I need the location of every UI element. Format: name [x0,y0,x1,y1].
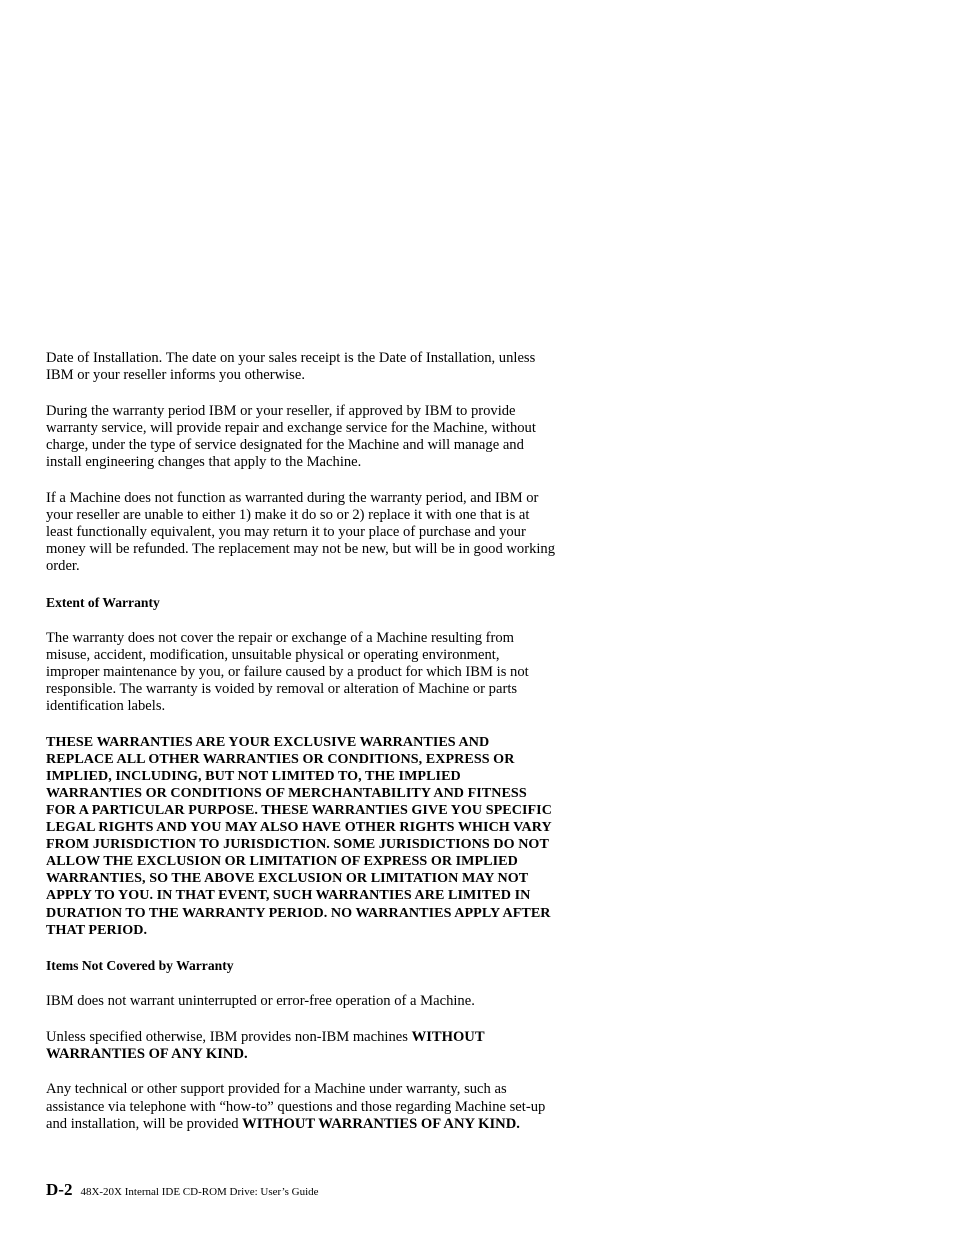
paragraph-refund: If a Machine does not function as warranted during the warranty period, and IBM or your reseller are unable to either 1) make it do so or 2) replace it with one that is at least functionally equivalent, you may return it to your place of purchase and your money will be refunded. The replacement may not be new, but will be in good working order. [46,489,556,575]
support-bold: WITHOUT WARRANTIES OF ANY KIND. [242,1115,520,1132]
support-text: Any technical or other support provided for a Machine under warranty, such as assistance via telephone with “how-to” questions and those regarding Machine set-up and installation, will be provided [46,1081,546,1132]
document-body [46,350,556,1151]
footer-title: 48X-20X Internal IDE CD-ROM Drive: User’s Guide [80,1186,319,1198]
paragraph-date-of-installation: Date of Installation. The date on your sales receipt is the Date of Installation, unless IBM or your reseller informs you otherwise. [46,350,536,384]
heading-extent-of-warranty: Extent of Warranty [46,594,160,610]
paragraph-warranty-exclusions: The warranty does not cover the repair or exchange of a Machine resulting from misuse, accident, modification, unsuitable physical or operating environment, improper maintenance by you, or failure caused by a product for which IBM is not responsible. The warranty is voided by removal or alteration of Machine or parts identification labels. [46,629,529,714]
non-ibm-bold: WITHOUT WARRANTIES OF ANY KIND. [46,1028,485,1062]
non-ibm-text: Unless specified otherwise, IBM provides non-IBM machines [46,1028,412,1045]
paragraph-non-ibm-machines [46,1029,556,1063]
paragraph-technical-support [46,1081,556,1132]
heading-items-not-covered: Items Not Covered by Warranty [46,958,234,974]
page-number: D-2 [46,1180,73,1199]
paragraph-warranty-service: During the warranty period IBM or your reseller, if approved by IBM to provide warranty service, will provide repair and exchange service for the Machine, without charge, under the type of service designated for the Machine and will manage and install engineering changes that apply to the Machine. [46,402,536,471]
paragraph-exclusive-warranties: THESE WARRANTIES ARE YOUR EXCLUSIVE WARRANTIES AND REPLACE ALL OTHER WARRANTIES OR CONDITIONS, EXPRESS OR IMPLIED, INCLUDING, BUT NOT LIMITED TO, THE IMPLIED WARRANTIES OR CONDITIONS OF MERCHANTABILITY AND FITNESS FOR A PARTICULAR PURPOSE. THESE WARRANTIES GIVE YOU SPECIFIC LEGAL RIGHTS AND YOU MAY ALSO HAVE OTHER RIGHTS WHICH VARY FROM JURISDICTION TO JURISDICTION. SOME JURISDICTIONS DO NOT ALLOW THE EXCLUSION OR LIMITATION OF EXPRESS OR IMPLIED WARRANTIES, SO THE ABOVE EXCLUSION OR LIMITATION MAY NOT APPLY TO YOU. IN THAT EVENT, SUCH WARRANTIES ARE LIMITED IN DURATION TO THE WARRANTY PERIOD. NO WARRANTIES APPLY AFTER THAT PERIOD. [46,733,552,938]
page-footer [46,1180,319,1200]
paragraph-uninterrupted-operation: IBM does not warrant uninterrupted or error-free operation of a Machine. [46,992,475,1009]
